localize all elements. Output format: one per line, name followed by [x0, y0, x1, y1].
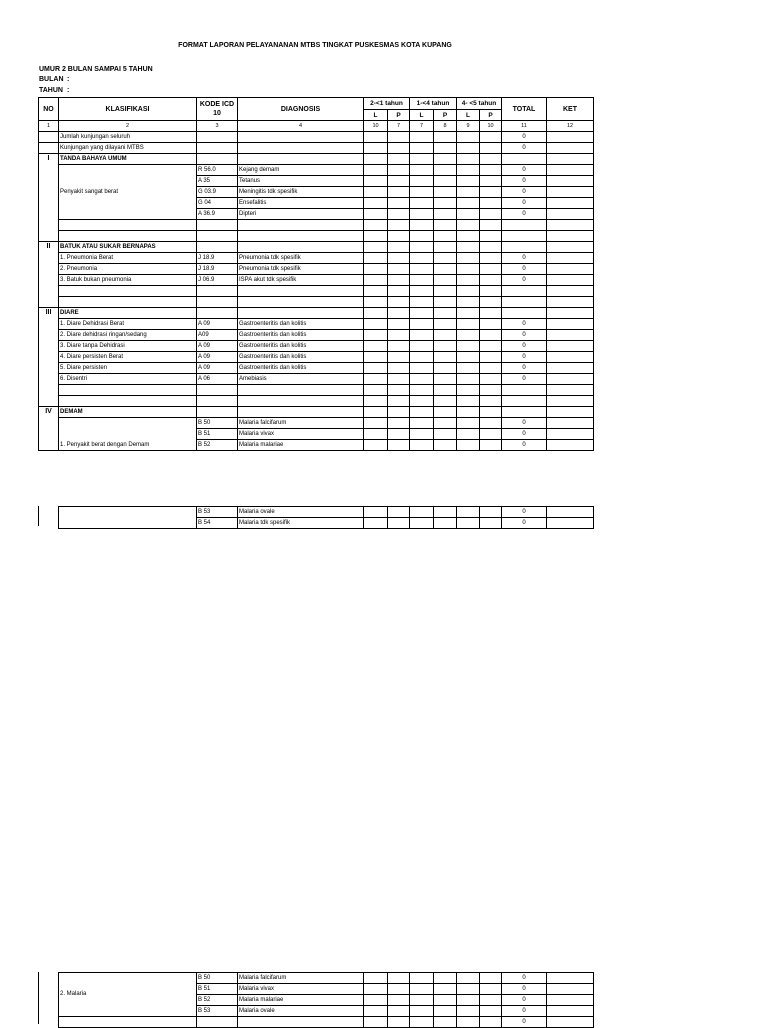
klasifikasi-cell: Penyakit sangat berat [59, 165, 197, 220]
total-cell: 0 [502, 507, 547, 518]
kode-cell: A 06 [197, 374, 238, 385]
diagnosis-cell: Gastroenteritis dan kolitis [238, 319, 364, 330]
diagnosis-cell: ISPA akut tdk spesifik [238, 275, 364, 286]
table-row [39, 264, 594, 275]
diagnosis-cell: Gastroenteritis dan kolitis [238, 330, 364, 341]
header-diagnosis: DIAGNOSIS [238, 98, 364, 121]
header-klasifikasi: KLASIFIKASI [59, 98, 197, 121]
age-range-label: UMUR 2 BULAN SAMPAI 5 TAHUN [39, 66, 153, 73]
kode-cell: A 35 [197, 176, 238, 187]
column-number: 10 [364, 121, 388, 132]
total-cell: 0 [502, 352, 547, 363]
kode-cell: B 50 [197, 418, 238, 429]
table-left-border [38, 972, 39, 1024]
kode-cell: B 52 [197, 995, 238, 1006]
kode-cell: A09 [197, 330, 238, 341]
klasifikasi-cell: 2. Diare dehidrasi ringan/sedang [59, 330, 197, 341]
diagnosis-cell: Malaria falcifarum [238, 973, 364, 984]
total-cell: 0 [502, 143, 547, 154]
total-cell: 0 [502, 418, 547, 429]
klasifikasi-cell: Kunjungan yang dilayani MTBS [59, 143, 197, 154]
total-cell: 0 [502, 264, 547, 275]
table-row [39, 418, 594, 429]
diagnosis-cell: Pneumonia tdk spesifik [238, 264, 364, 275]
section-number: IV [39, 407, 59, 451]
diagnosis-cell: Gastroenteritis dan kolitis [238, 352, 364, 363]
diagnosis-cell: Malaria malariae [238, 440, 364, 451]
kode-cell: B 51 [197, 429, 238, 440]
total-cell: 0 [502, 1017, 547, 1028]
column-number: 7 [388, 121, 410, 132]
kode-cell: A 36.9 [197, 209, 238, 220]
table-row [39, 143, 594, 154]
year-label: TAHUN [39, 87, 63, 94]
section-title: DIARE [59, 308, 197, 319]
month-separator: : [66, 76, 70, 83]
table-row [39, 341, 594, 352]
table-row [59, 1017, 594, 1028]
total-cell: 0 [502, 984, 547, 995]
klasifikasi-cell: 3. Diare tanpa Dehidrasi [59, 341, 197, 352]
total-cell: 0 [502, 176, 547, 187]
diagnosis-cell: Malaria falcifarum [238, 418, 364, 429]
header-age-group-3: 4- <5 tahun [457, 98, 502, 110]
month-field [39, 76, 69, 83]
diagnosis-cell: Malaria ovale [238, 1006, 364, 1017]
diagnosis-cell: Dipteri [238, 209, 364, 220]
klasifikasi-cell: 1. Penyakit berat dengan Demam [59, 418, 197, 451]
column-number: 7 [410, 121, 434, 132]
column-number: 4 [238, 121, 364, 132]
diagnosis-cell: Malaria ovale [238, 507, 364, 518]
kode-cell: B 54 [197, 518, 238, 529]
diagnosis-cell: Tetanus [238, 176, 364, 187]
kode-cell: B 53 [197, 1006, 238, 1017]
header-total: TOTAL [502, 98, 547, 121]
table-row [39, 253, 594, 264]
blank-row [39, 286, 594, 297]
total-cell: 0 [502, 275, 547, 286]
kode-cell: B 51 [197, 984, 238, 995]
diagnosis-cell: Malaria tdk spesifik [238, 518, 364, 529]
table-row [39, 319, 594, 330]
total-cell: 0 [502, 165, 547, 176]
header-kode-icd: KODE ICD 10 [197, 98, 238, 121]
total-cell: 0 [502, 374, 547, 385]
diagnosis-cell: Pneumonia tdk spesifik [238, 253, 364, 264]
kode-cell: A 09 [197, 319, 238, 330]
mtbs-report-table [38, 97, 594, 451]
malaria-table [58, 972, 594, 1028]
blank-row [39, 396, 594, 407]
section-row [39, 407, 594, 418]
section-row [39, 242, 594, 253]
diagnosis-cell: Malaria vivax [238, 429, 364, 440]
kode-cell: G 04 [197, 198, 238, 209]
blank-row [39, 297, 594, 308]
header-l: L [364, 110, 388, 121]
month-label: BULAN [39, 76, 64, 83]
header-age-group-1: 2-<1 tahun [364, 98, 410, 110]
table-row [39, 374, 594, 385]
column-number: 9 [457, 121, 480, 132]
column-number: 10 [480, 121, 502, 132]
column-number: 11 [502, 121, 547, 132]
section-number: I [39, 154, 59, 242]
klasifikasi-cell: 1. Pneumonia Berat [59, 253, 197, 264]
kode-cell: B 53 [197, 507, 238, 518]
section-row [39, 154, 594, 165]
total-cell: 0 [502, 187, 547, 198]
diagnosis-cell: Gastroenteritis dan kolitis [238, 363, 364, 374]
klasifikasi-cell: 5. Diare persisten [59, 363, 197, 374]
header-p: P [388, 110, 410, 121]
column-number: 2 [59, 121, 197, 132]
kode-cell: J 18.9 [197, 264, 238, 275]
table-row [39, 165, 594, 176]
header-ket: KET [547, 98, 594, 121]
total-cell: 0 [502, 198, 547, 209]
kode-cell: A 09 [197, 363, 238, 374]
kode-cell: R 56.0 [197, 165, 238, 176]
diagnosis-cell: Gastroenteritis dan kolitis [238, 341, 364, 352]
column-number: 12 [547, 121, 594, 132]
column-number-row [39, 121, 594, 132]
total-cell: 0 [502, 253, 547, 264]
total-cell: 0 [502, 341, 547, 352]
klasifikasi-cell: 6. Disentri [59, 374, 197, 385]
table-row [39, 132, 594, 143]
section-title: BATUK ATAU SUKAR BERNAPAS [59, 242, 197, 253]
table-row [39, 275, 594, 286]
table-row [39, 363, 594, 374]
total-cell: 0 [502, 132, 547, 143]
header-age-group-2: 1-<4 tahun [410, 98, 457, 110]
klasifikasi-cell: 2. Malaria [59, 973, 197, 1017]
klasifikasi-cell: 1. Diare Dehidrasi Berat [59, 319, 197, 330]
table-row [39, 330, 594, 341]
total-cell: 0 [502, 995, 547, 1006]
header-p: P [480, 110, 502, 121]
diagnosis-cell: Amebiasis [238, 374, 364, 385]
header-l: L [410, 110, 434, 121]
column-number: 3 [197, 121, 238, 132]
year-field [39, 87, 69, 94]
total-cell: 0 [502, 518, 547, 529]
blank-row [39, 231, 594, 242]
klasifikasi-cell: Jumlah kunjungan seluruh [59, 132, 197, 143]
section-number: III [39, 308, 59, 407]
section-number: II [39, 242, 59, 308]
total-cell: 0 [502, 1006, 547, 1017]
continuation-table [58, 506, 594, 529]
total-cell: 0 [502, 330, 547, 341]
total-cell: 0 [502, 440, 547, 451]
kode-cell: J 18.9 [197, 253, 238, 264]
section-title: TANDA BAHAYA UMUM [59, 154, 197, 165]
diagnosis-cell: Ensefalitis [238, 198, 364, 209]
header-no: NO [39, 98, 59, 121]
total-cell: 0 [502, 973, 547, 984]
klasifikasi-cell: 2. Pneumonia [59, 264, 197, 275]
year-separator: : [66, 87, 70, 94]
section-row [39, 308, 594, 319]
kode-cell: J 06.9 [197, 275, 238, 286]
diagnosis-cell: Malaria malariae [238, 995, 364, 1006]
diagnosis-cell: Malaria vivax [238, 984, 364, 995]
klasifikasi-cell: 4. Diare persisten Berat [59, 352, 197, 363]
total-cell: 0 [502, 429, 547, 440]
kode-cell: A 09 [197, 341, 238, 352]
table-row [59, 507, 594, 518]
blank-row [39, 385, 594, 396]
header-p: P [434, 110, 457, 121]
table-left-border [38, 506, 39, 526]
kode-cell: A 09 [197, 352, 238, 363]
kode-cell: B 50 [197, 973, 238, 984]
total-cell: 0 [502, 209, 547, 220]
kode-cell: G 03.9 [197, 187, 238, 198]
diagnosis-cell: Meningitis tdk spesifik [238, 187, 364, 198]
klasifikasi-cell: 3. Batuk bukan pneumonia [59, 275, 197, 286]
column-number: 8 [434, 121, 457, 132]
blank-row [39, 220, 594, 231]
table-row [39, 352, 594, 363]
kode-cell: B 52 [197, 440, 238, 451]
diagnosis-cell: Kejang demam [238, 165, 364, 176]
report-title: FORMAT LAPORAN PELAYANANAN MTBS TINGKAT PUSKESMAS KOTA KUPANG [178, 42, 452, 49]
header-l: L [457, 110, 480, 121]
total-cell: 0 [502, 363, 547, 374]
total-cell: 0 [502, 319, 547, 330]
section-title: DEMAM [59, 407, 197, 418]
column-number: 1 [39, 121, 59, 132]
table-row [59, 973, 594, 984]
